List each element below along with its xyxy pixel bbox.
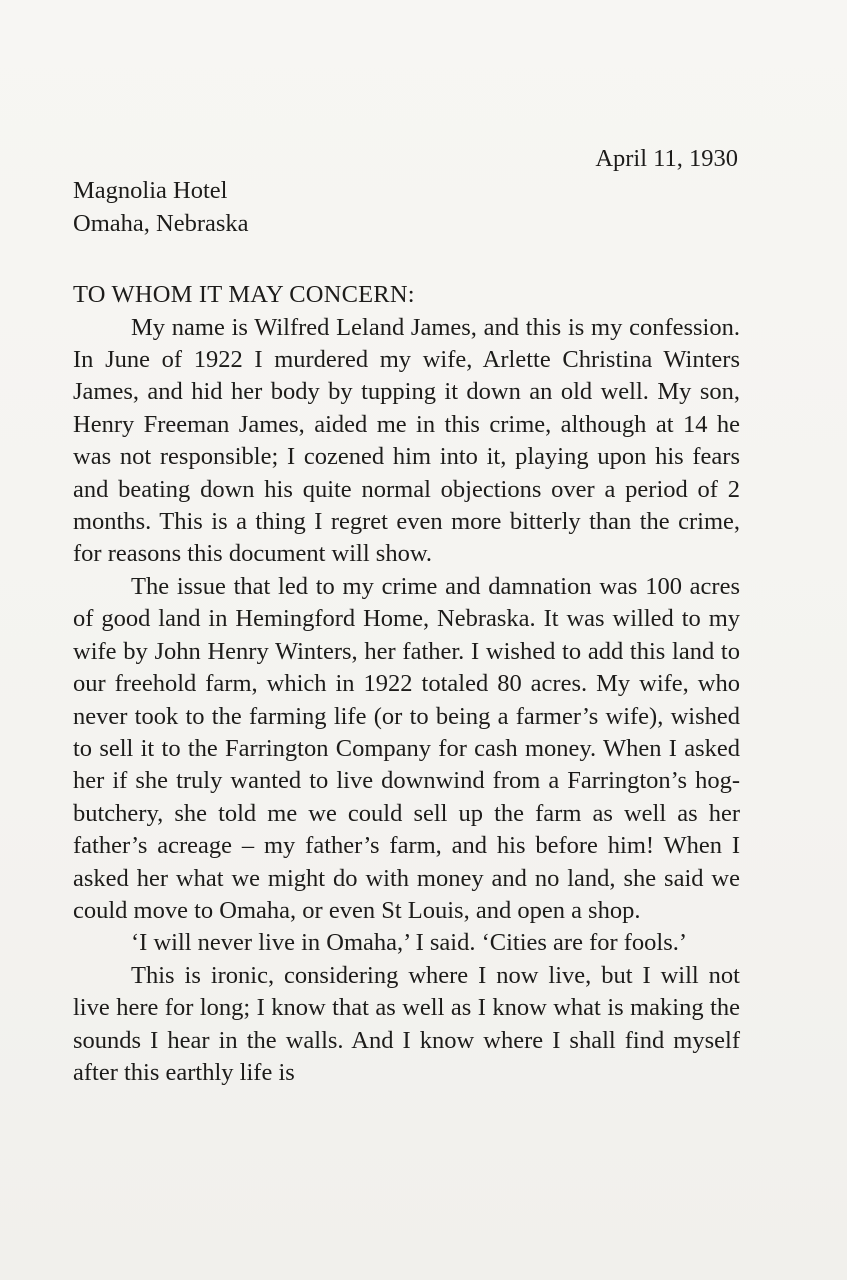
address-line-city: Omaha, Nebraska [73,209,249,237]
letter-body [73,143,740,1089]
letter-salutation: TO WHOM IT MAY CONCERN: [73,281,415,309]
letter-address [73,175,740,240]
paragraph-land-issue: The issue that led to my crime and damnation was 100 acres of good land in Hemingford Home, Nebraska. It was willed to my wife by John Henry Winters, her father. I wished to add this land to our freehold farm, which in 1922 totaled 80 acres. My wife, who never took to the farming life (or to being a farmer’s wife), wished to sell it to the Farrington Company for cash money. When I asked her if she truly wanted to live downwind from a Farrington’s hog-butchery, she told me we could sell up the farm as well as her father’s acreage – my father’s farm, and his before him! When I asked her what we might do with money and no land, she said we could move to Omaha, or even St Louis, and open a shop. [73,572,740,924]
paragraph-irony: This is ironic, considering where I now live, but I will not live here for long; I know that as well as I know what is making the sounds I hear in the walls. And I know where I shall find myself after this earthly life is [73,961,740,1086]
address-line-hotel: Magnolia Hotel [73,177,228,205]
paragraph-confession: My name is Wilfred Leland James, and this is my confession. In June of 1922 I murdered my wife, Arlette Christina Winters James, and hid her body by tupping it down an old well. My son, Henry Freeman James, aided me in this crime, although at 14 he was not responsible; I cozened him into it, playing upon his fears and beating down his quite normal objections over a period of 2 months. This is a thing I regret even more bitterly than the crime, for reasons this document will show. [73,313,740,568]
letter-date: April 11, 1930 [595,145,738,172]
paragraph-quote: ‘I will never live in Omaha,’ I said. ‘Cities are for fools.’ [131,929,688,957]
